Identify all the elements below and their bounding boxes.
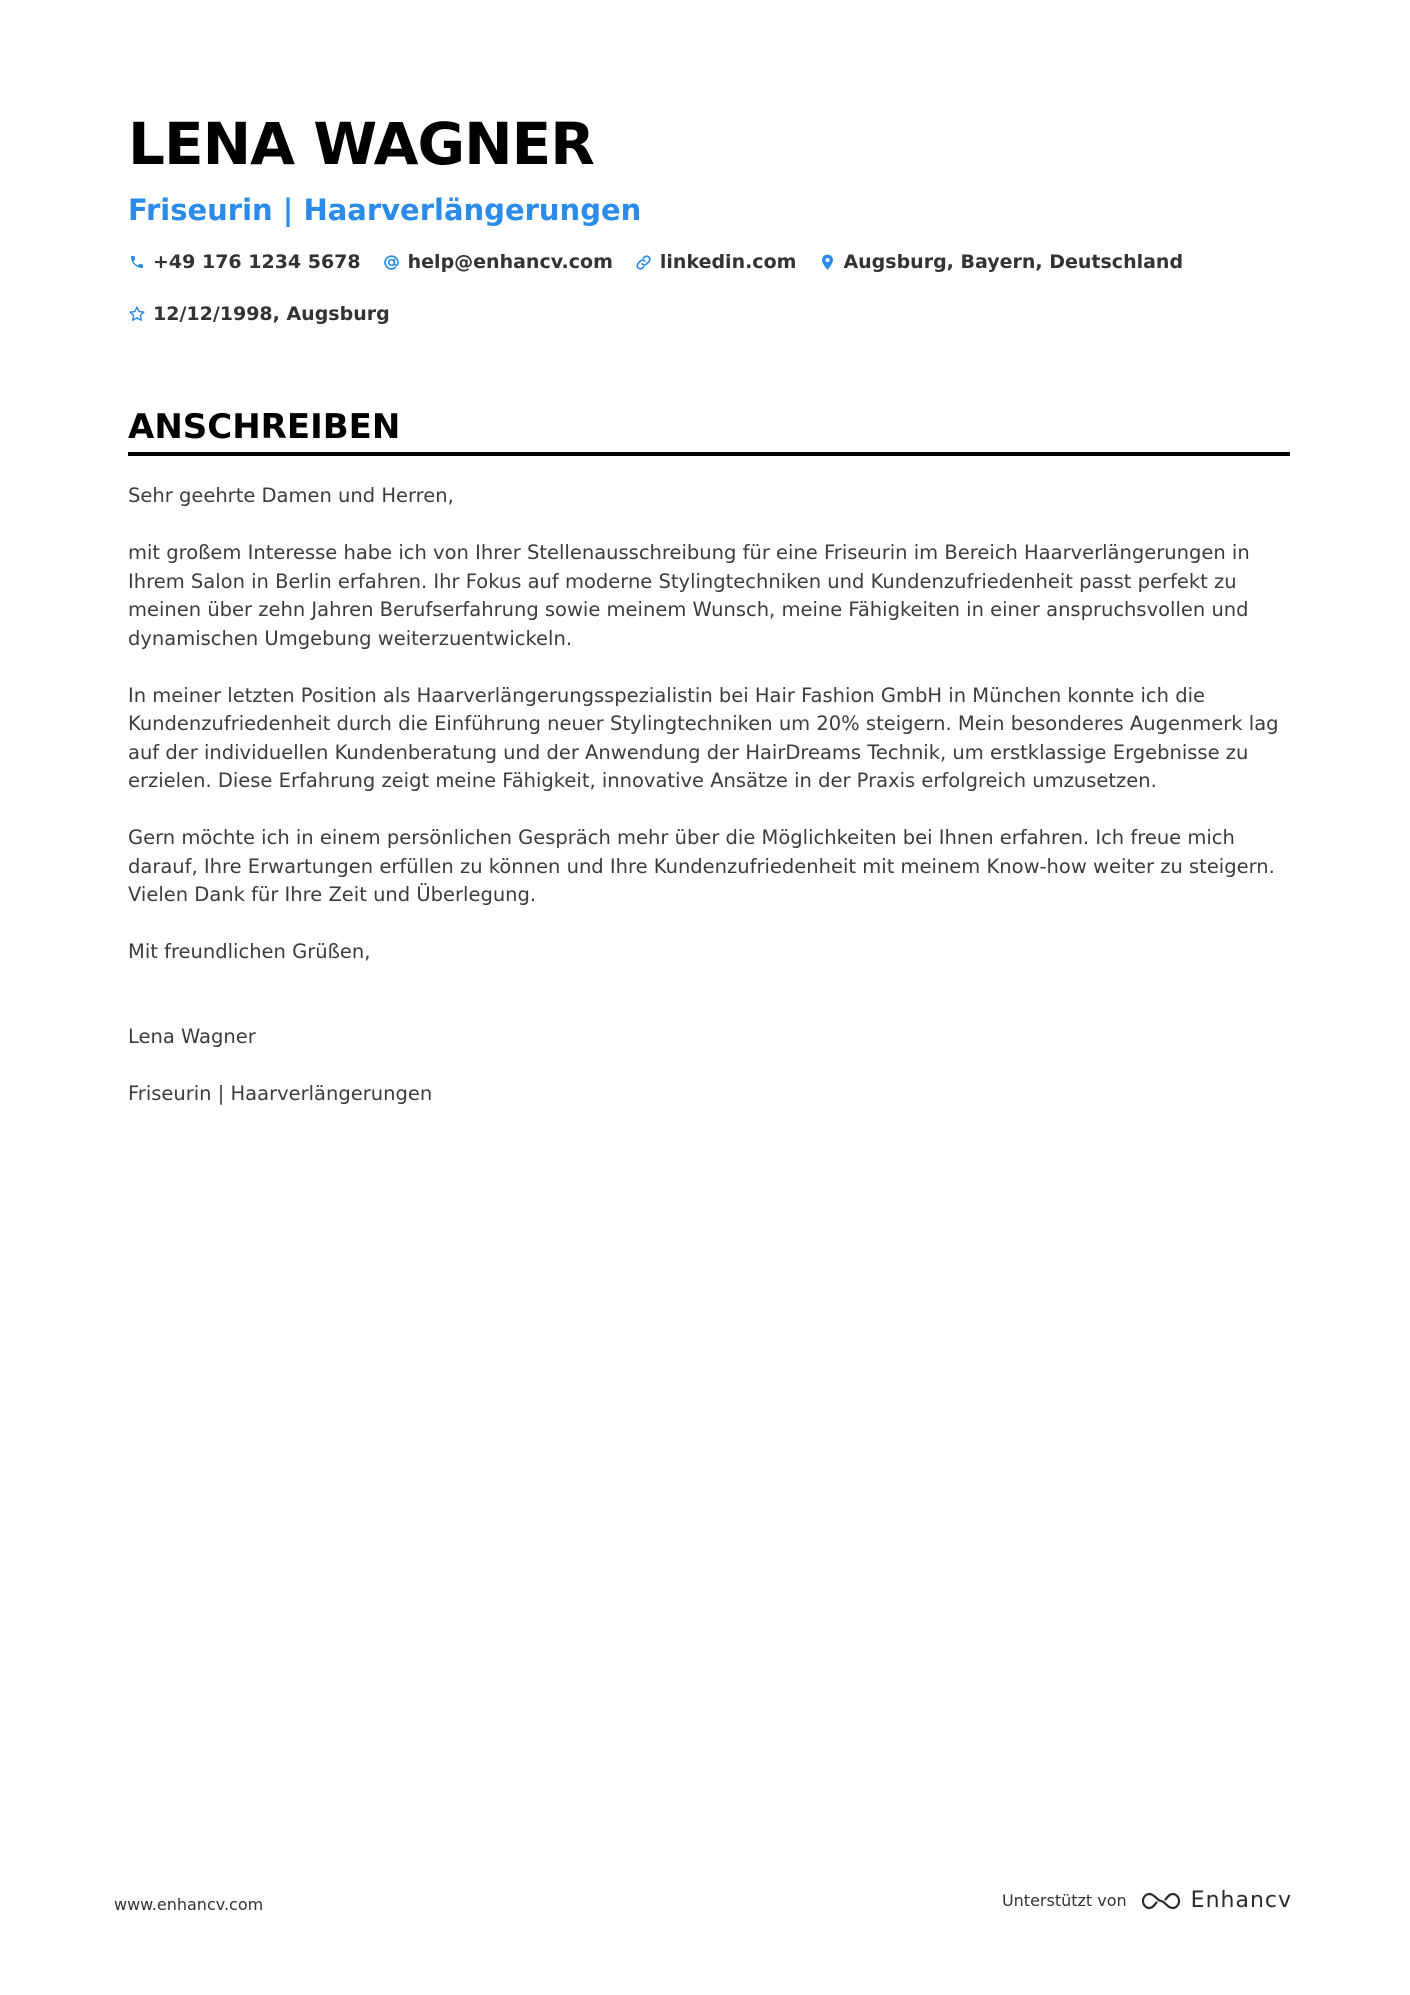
brand-name: Enhancv [1190, 1888, 1292, 1913]
powered-by-label: Unterstützt von [1001, 1891, 1127, 1910]
contact-phone [128, 250, 361, 274]
section-divider [128, 452, 1290, 456]
letter-paragraph: mit großem Interesse habe ich von Ihrer Stellenausschreibung für eine Friseurin im Bereich Haarverlängerungen in Ihrem Salon in Berlin erfahren. Ihr Fokus auf moderne Stylingtechniken und Kundenzufriedenheit passt perfekt zu meinen über zehn Jahren Berufserfahrung sowie meinem Wunsch, meine Fähigkeiten in einer anspruchsvollen und dynamischen Umgebung weiterzuentwickeln. [128, 541, 1250, 650]
letter-body [128, 482, 1290, 1109]
enhancv-logo-icon [1139, 1889, 1183, 1913]
contact-list [128, 250, 1228, 326]
candidate-name: LENA WAGNER [128, 110, 594, 178]
phone-icon [128, 253, 146, 271]
enhancv-logo[interactable] [1139, 1888, 1292, 1913]
footer-website[interactable]: www.enhancv.com [114, 1895, 264, 1914]
signature-title: Friseurin | Haarverlängerungen [128, 1082, 433, 1105]
signature-spacer [128, 995, 1290, 1023]
letter-paragraph: In meiner letzten Position als Haarverlängerungsspezialistin bei Hair Fashion GmbH in München konnte ich die Kundenzufriedenheit durch die Einführung neuer Stylingtechniken um 20% steigern. Mein besonderes Augenmerk lag auf der individuellen Kundenberatung und der Anwendung der HairDreams Technik, um erstklassige Ergebnisse zu erzielen. Diese Erfahrung zeigt meine Fähigkeit, innovative Ansätze in der Praxis erfolgreich umzusetzen. [128, 683, 1279, 792]
section-title: ANSCHREIBEN [128, 407, 401, 447]
footer-branding[interactable] [1002, 1888, 1292, 1913]
contact-phone-text: +49 176 1234 5678 [153, 251, 361, 273]
header [128, 110, 1290, 326]
letter-salutation: Sehr geehrte Damen und Herren, [128, 484, 454, 507]
star-icon [128, 305, 146, 323]
contact-email-text[interactable]: help@enhancv.com [407, 251, 613, 273]
letter-closing: Mit freundlichen Grüßen, [128, 940, 371, 963]
link-icon [635, 253, 653, 271]
contact-linkedin[interactable] [635, 250, 797, 274]
contact-birth [128, 302, 390, 326]
at-icon [383, 253, 401, 271]
contact-linkedin-text[interactable]: linkedin.com [659, 251, 797, 273]
location-pin-icon [818, 253, 836, 271]
candidate-title: Friseurin | Haarverlängerungen [128, 193, 642, 227]
signature-name: Lena Wagner [128, 1025, 256, 1048]
letter-paragraph: Gern möchte ich in einem persönlichen Gespräch mehr über die Möglichkeiten bei Ihnen erfahren. Ich freue mich darauf, Ihre Erwartungen erfüllen zu können und Ihre Kundenzufriedenheit mit meinem Know-how weiter zu steigern. Vielen Dank für Ihre Zeit und Überlegung. [128, 826, 1275, 906]
contact-email[interactable] [383, 250, 613, 274]
cover-letter-section [128, 406, 1290, 1137]
contact-location-text: Augsburg, Bayern, Deutschland [843, 251, 1184, 273]
contact-birth-text: 12/12/1998, Augsburg [153, 303, 390, 325]
contact-location [818, 250, 1183, 274]
